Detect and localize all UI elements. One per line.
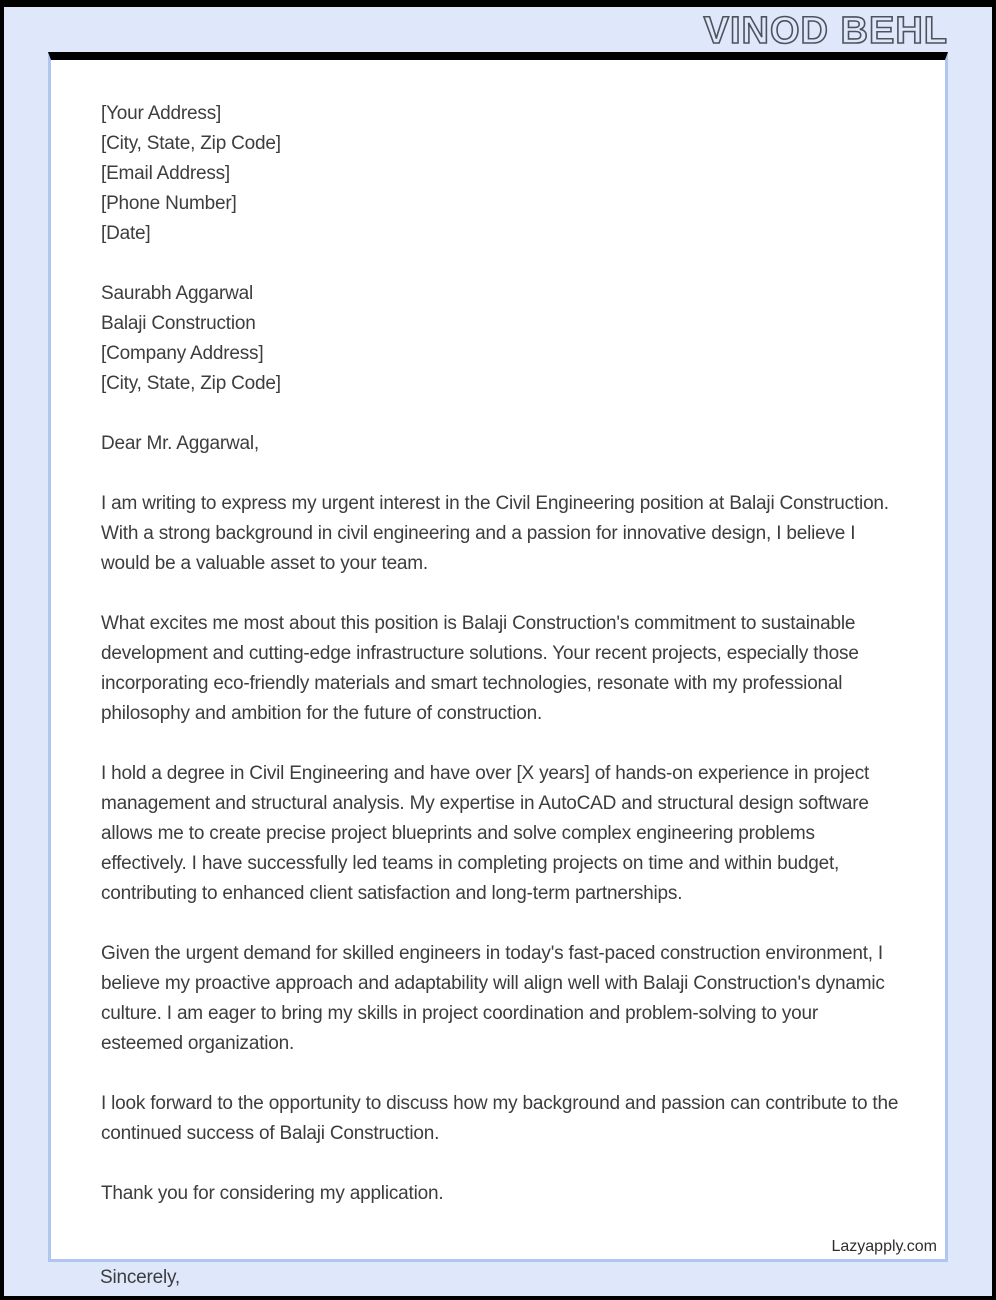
sender-address-line: [City, State, Zip Code] [101,133,281,154]
closing-line: Sincerely, [100,1267,181,1288]
salutation: Dear Mr. Aggarwal, [101,433,259,454]
recipient-company: Balaji Construction [101,313,256,334]
recipient-address-line: [Company Address] [101,343,264,364]
recipient-address-block [101,279,899,399]
sender-address-line: [Email Address] [101,163,230,184]
body-paragraph-1: I am writing to express my urgent interest in the Civil Engineering position at Balaji Construction. With a strong background in civil engineering and a passion for innovative design, I believe I would be a valuable asset to your team. [101,493,889,574]
lazyapply-watermark: Lazyapply.com [831,1238,937,1255]
letter-page [48,52,948,1262]
candidate-name-header: VINOD BEHL [703,10,948,52]
body-paragraph-3: I hold a degree in Civil Engineering and have over [X years] of hands-on experience in project management and structural analysis. My expertise in AutoCAD and structural design software allows me to create precise project blueprints and solve complex engineering problems effectively. I have successfully led teams in completing projects on time and within budget, contributing to enhanced client satisfaction and long-term partnerships. [101,763,870,904]
sender-address-block [101,99,899,249]
recipient-name: Saurabh Aggarwal [101,283,254,304]
thank-you-line: Thank you for considering my application. [101,1183,444,1204]
sender-address-line: [Phone Number] [101,193,237,214]
sender-address-line: [Date] [101,223,151,244]
letter-content [51,60,945,1209]
recipient-address-line: [City, State, Zip Code] [101,373,281,394]
body-paragraph-4: Given the urgent demand for skilled engineers in today's fast-paced construction environment, I believe my proactive approach and adaptability will align well with Balaji Construction's dynamic culture. I am eager to bring my skills in project coordination and problem-solving to your esteemed organization. [101,943,885,1054]
body-paragraph-2: What excites me most about this position is Balaji Construction's commitment to sustainable development and cutting-edge infrastructure solutions. Your recent projects, especially those incorporating eco-friendly materials and smart technologies, resonate with my professional philosophy and ambition for the future of construction. [101,613,859,724]
page-background [4,7,992,1296]
sender-address-line: [Your Address] [101,103,222,124]
body-paragraph-5: I look forward to the opportunity to discuss how my background and passion can contribute to the continued success of Balaji Construction. [101,1093,899,1144]
